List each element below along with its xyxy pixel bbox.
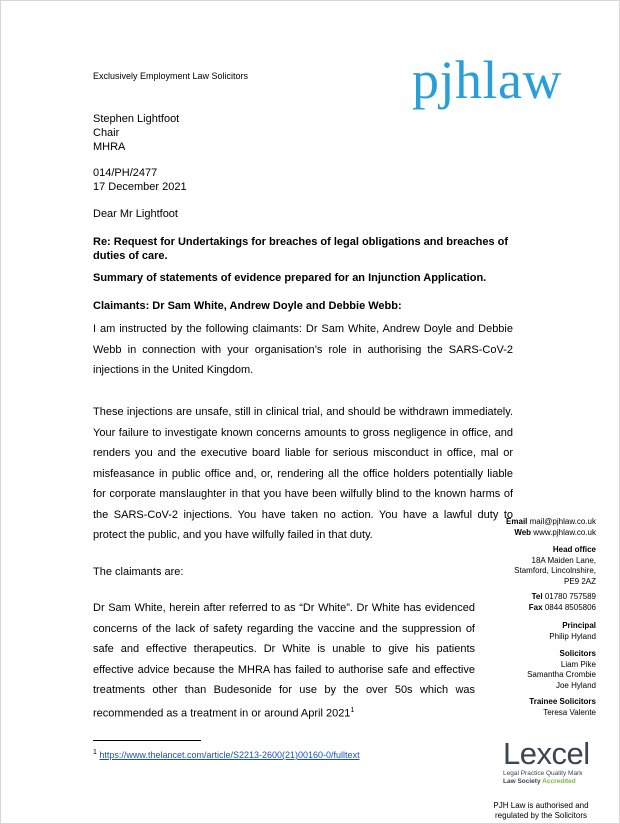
recipient-address [93, 112, 179, 154]
footnote-mark: 1 [93, 749, 97, 756]
footnote-reference[interactable]: 1 [350, 706, 355, 714]
solicitor-name: Liam Pike [560, 659, 596, 669]
sidebar-head-office [514, 545, 596, 587]
salutation: Dear Mr Lightfoot [93, 208, 178, 220]
paragraph-allegations: These injections are unsafe, still in clinical trial, and should be withdrawn immediately. Your failure to investigate known concerns amounts to gross negligence in office, and renders you and the executive board liable for serious misconduct in office, mal or misfeasance in public office and, or, rendering all the office holders potentially liable for corporate manslaughter in that you have been wilfully blind to the known harms of the SARS-CoV-2 injections. You have taken no action. You have a lawful duty to protect the public, and you have wilfully failed in that duty. [93, 406, 513, 541]
paragraph-dr-white [93, 598, 475, 724]
address-line: PE9 2AZ [563, 576, 596, 586]
sidebar-contact [506, 517, 596, 538]
sidebar-phone [529, 592, 596, 613]
solicitors-label: Solicitors [559, 649, 596, 658]
address-line: Stamford, Lincolnshire, [514, 566, 596, 575]
address-line: 18A Maiden Lane, [531, 555, 596, 565]
sidebar-trainee [529, 697, 596, 718]
principal-name: Philip Hyland [549, 631, 596, 641]
firm-tagline: Exclusively Employment Law Solicitors [93, 71, 249, 81]
trainee-label: Trainee Solicitors [529, 697, 596, 706]
email-label: Email [506, 517, 528, 526]
tel-number: 01780 757589 [544, 592, 596, 601]
sidebar-principal [549, 621, 596, 642]
letter-date: 17 December 2021 [93, 181, 187, 193]
re-line: Re: Request for Undertakings for breaches of legal obligations and breaches of duties of care. [93, 236, 509, 262]
paragraph-claimants-intro: The claimants are: [93, 566, 184, 578]
sidebar-solicitors [527, 649, 596, 691]
footnote-divider [93, 740, 201, 741]
tel-label: Tel [531, 592, 543, 601]
web-label: Web [514, 527, 532, 537]
reference-number: 014/PH/2477 [93, 167, 158, 179]
regulation-note: PJH Law is authorised and regulated by the Solicitors [493, 801, 589, 820]
solicitor-name: Samantha Crombie [527, 670, 596, 679]
email-link[interactable]: mail@pjhlaw.co.uk [529, 517, 596, 526]
trainee-name: Teresa Valente [543, 707, 596, 717]
dr-white-text: Dr Sam White, herein after referred to as “Dr White”. Dr White has evidenced concerns of the lack of safety regarding the vaccine and the suppression of safe and effective therapeutics. Dr White is unable to give his patients effective advice because the MHRA has failed to authorise safe and effective treatments other than Budesonide for use by the over 50s which was recommended as a treatment in or around April 2021 [93, 602, 475, 720]
lexcel-mark [503, 738, 599, 786]
head-office-label: Head office [552, 545, 596, 554]
lexcel-subtitle: Legal Practice Quality Mark [503, 770, 583, 777]
fax-label: Fax [528, 602, 543, 612]
pjhlaw-logo: pjhlaw [412, 50, 562, 110]
principal-label: Principal [562, 621, 596, 630]
fax-number: 0844 8505806 [544, 602, 596, 612]
recipient-org: MHRA [93, 141, 126, 153]
recipient-name: Stephen Lightfoot [93, 113, 180, 125]
reference-block [93, 166, 187, 194]
lexcel-accreditation: Law Society Accredited [503, 778, 576, 785]
summary-line: Summary of statements of evidence prepared for an Injunction Application. [93, 272, 487, 284]
footnote-link[interactable]: https://www.thelancet.com/article/S2213-2600(21)00160-0/fulltext [99, 750, 360, 760]
claimants-heading: Claimants: Dr Sam White, Andrew Doyle and Debbie Webb: [93, 300, 402, 312]
web-link[interactable]: www.pjhlaw.co.uk [533, 527, 596, 537]
recipient-role: Chair [93, 127, 120, 139]
paragraph-instruction: I am instructed by the following claimants: Dr Sam White, Andrew Doyle and Debbie Webb in connection with your organisation’s role in authorising the SARS-CoV-2 injections in the United Kingdom. [93, 323, 513, 376]
solicitor-name: Joe Hyland [555, 680, 596, 690]
lexcel-logo: Lexcel [503, 736, 590, 771]
footnote [93, 749, 360, 760]
